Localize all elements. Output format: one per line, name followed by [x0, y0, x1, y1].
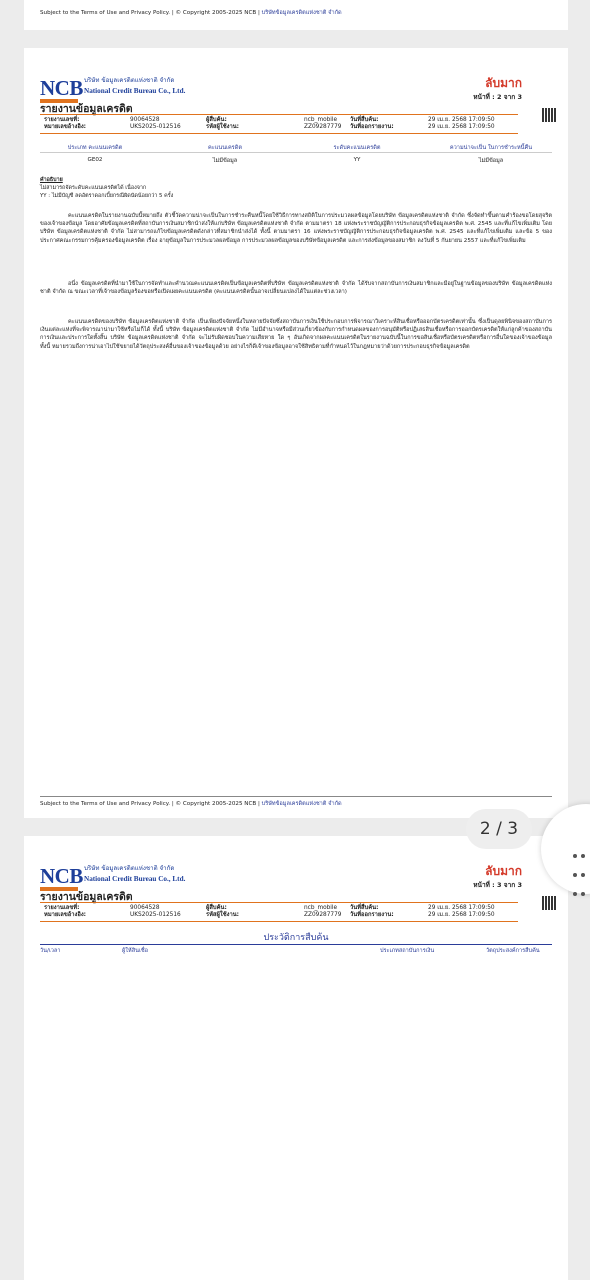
page-footer: Subject to the Terms of Use and Privacy Policy. | © Copyright 2005-2025 NCB | บริษัทข้อมูลเครดิตแห่งชาติ จำกัด: [40, 796, 552, 808]
page-3: [24, 836, 568, 1280]
dots-grid-icon: [571, 844, 590, 901]
page-1: [24, 0, 568, 30]
ncb-logo: NCB: [40, 76, 83, 103]
barcode-icon: [542, 896, 556, 910]
disclaimer-paragraph-2: อนึ่ง ข้อมูลเครดิตที่นำมาใช้ในการจัดทำและคำนวณคะแนนเครดิตเป็นข้อมูลเครดิตที่บริษัท ข้อมูลเครดิตแห่งชาติ จำกัด ได้รับจากสถาบันการเงินสมาชิกและมีอยู่ในฐานข้อมูลของบริษัท ข้อมูลเครดิตแห่งชาติ จำกัด ณ ขณะเวลาที่เจ้าของข้อมูลร้องขอหรือเปิดเผยคะแนนเครดิต (คะแนนเครดิตนั้นอาจเปลี่ยนแปลงได้ในแต่ละช่วงเวลา): [40, 281, 552, 296]
confidential-label: ลับมาก: [485, 76, 522, 90]
page-indicator: 2 / 3: [466, 809, 532, 849]
page-number: หน้าที่ : 3 จาก 3: [473, 881, 522, 889]
inquiry-history-title: ประวัติการสืบค้น: [263, 933, 329, 943]
page-footer: Subject to the Terms of Use and Privacy Policy. | © Copyright 2005-2025 NCB | บริษัทข้อมูลเครดิตแห่งชาติ จำกัด: [40, 10, 342, 16]
confidential-label: ลับมาก: [485, 864, 522, 878]
disclaimer-paragraph-3: คะแนนเครดิตของบริษัท ข้อมูลเครดิตแห่งชาติ จำกัด เป็นเพียงปัจจัยหนึ่งในหลายปัจจัยซึ่งสถาบันการเงินใช้ประกอบการพิจารณาวิเคราะห์สินเชื่อหรือออกบัตรเครดิตเท่านั้น ซึ่งเป็นดุลยพินิจของสถาบันการเงินแต่ละแห่งที่จะพิจารณาน่ามาใช้หรือไม่ก็ได้ ทั้งนี้ บริษัท ข้อมูลเครดิตแห่งชาติ จำกัด ไม่มีอำนาจหรือมีส่วนเกี่ยวข้องกับการกำหนดผลของการอนุมัติหรือปฏิเสธสินเชื่อหรือการออกบัตรเครดิตให้แก่ลูกค้าของสถาบันการเงินและประการใดทั้งสิ้น บริษัท ข้อมูลเครดิตแห่งชาติ จำกัด จะไม่รับผิดชอบในความเสียหาย ใด ๆ อันเกิดจากผลคะแนนเครดิตในรายงานฉบับนี้ในการขอสินเชื่อหรือบัตรเครดิตหรือการอื่นใดของเจ้าของข้อมูล ทั้งนี้ หมายรวมถึงการน่าเอาไปใช้ขยายได้วัตถุประสงค์อื่นของเจ้าของข้อมูลด้วย อย่างไรก็ดีเจ้าของข้อมูลอาจใช้สิทธิตามที่กำหนดไว้ในกฎหมายว่าด้วยการประกอบธุรกิจข้อมูลเครดิต: [40, 319, 552, 350]
disclaimer-paragraph-1: คะแนนเครดิตในรายงานฉบับนี้หมายถึง ตัวชี้วัดความน่าจะเป็นในการชำระคืนหนี้โดยใช้วิธีการทางสถิติในการประมวลผลข้อมูลโดยบริษัท ข้อมูลเครดิตแห่งชาติ จำกัด ซึ่งจัดทำขึ้นตามคำร้องขอโดยสุจริตของเจ้าของข้อมูล โดยอาศัยข้อมูลเครดิตที่สถาบันการเงินสมาชิกนำส่งให้แก่บริษัท ข้อมูลเครดิตแห่งชาติ จำกัด ตามมาตรา 18 แห่งพระราชบัญญัติการประกอบธุรกิจข้อมูลเครดิต พ.ศ. 2545 และที่แก้ไขเพิ่มเติม โดยบริษัท ข้อมูลเครดิตแห่งชาติ จำกัด ไม่สามารถแก้ไขข้อมูลเครดิตดังกล่าวที่สมาชิกนำส่งได้ ทั้งนี้ ตามมาตรา 16 แห่งพระราชบัญญัติการประกอบธุรกิจข้อมูลเครดิต พ.ศ. 2545 และที่แก้ไขเพิ่มเติม และข้อ 5 ของประกาศคณะกรรมการคุ้มครองข้อมูลเครดิต เรื่อง อายุข้อมูลในการประมวลผลข้อมูล การประมวลผลข้อมูลของบริษัทข้อมูลเครดิต และการส่งข้อมูลของสมาชิก ลงวันที่ 5 กันยายน 2557 และที่แก้ไขเพิ่มเติม: [40, 213, 552, 244]
score-notes: คำอธิบาย ไม่สามารถจัดระดับคะแนนเครดิตได้ เนื่องจาก YY : ไม่มีบัญชี ลดอัตราดอกเบี้ยกรณีผิดนัดน้อยกว่า 5 ครั้ง: [40, 177, 174, 199]
page-2: [24, 48, 568, 818]
company-name: บริษัท ข้อมูลเครดิตแห่งชาติ จำกัด National Credit Bureau Co., Ltd.: [84, 865, 186, 883]
report-header-box: รายงานเลขที่: หมายเลขอ้างอิง: 90064528 UKS2025-012516 ผู้สืบค้น: รหัสผู้ใช้งาน: ncb_mobile ZZ09287779 วันที่สืบค้น: วันที่ออกรายงาน: 29 เม.ย. 2568 17:09:50 29 เม.ย. 2568 17:09:50: [40, 902, 518, 922]
barcode-icon: [542, 108, 556, 122]
report-title: รายงานข้อมูลเครดิต: [40, 891, 133, 903]
ncb-logo: NCB: [40, 864, 83, 891]
inquiry-history-header: วัน/เวลา ผู้ให้สินเชื่อ ประเภทสถาบันการเงิน วัตถุประสงค์การสืบค้น: [40, 944, 552, 955]
report-title: รายงานข้อมูลเครดิต: [40, 103, 133, 115]
page-number: หน้าที่ : 2 จาก 3: [473, 93, 522, 101]
company-name: บริษัท ข้อมูลเครดิตแห่งชาติ จำกัด National Credit Bureau Co., Ltd.: [84, 77, 186, 95]
credit-score-table: ประเภท คะแนนเครดิต GE02 คะแนนเครดิต ไม่มีข้อมูล ระดับคะแนนเครดิต YY ความน่าจะเป็น ในการชำระหนี้คืน ไม่มีข้อมูล: [40, 144, 552, 166]
report-header-box: รายงานเลขที่: หมายเลขอ้างอิง: 90064528 UKS2025-012516 ผู้สืบค้น: รหัสผู้ใช้งาน: ncb_mobile ZZ09287779 วันที่สืบค้น: วันที่ออกรายงาน: 29 เม.ย. 2568 17:09:50 29 เม.ย. 2568 17:09:50: [40, 114, 518, 134]
